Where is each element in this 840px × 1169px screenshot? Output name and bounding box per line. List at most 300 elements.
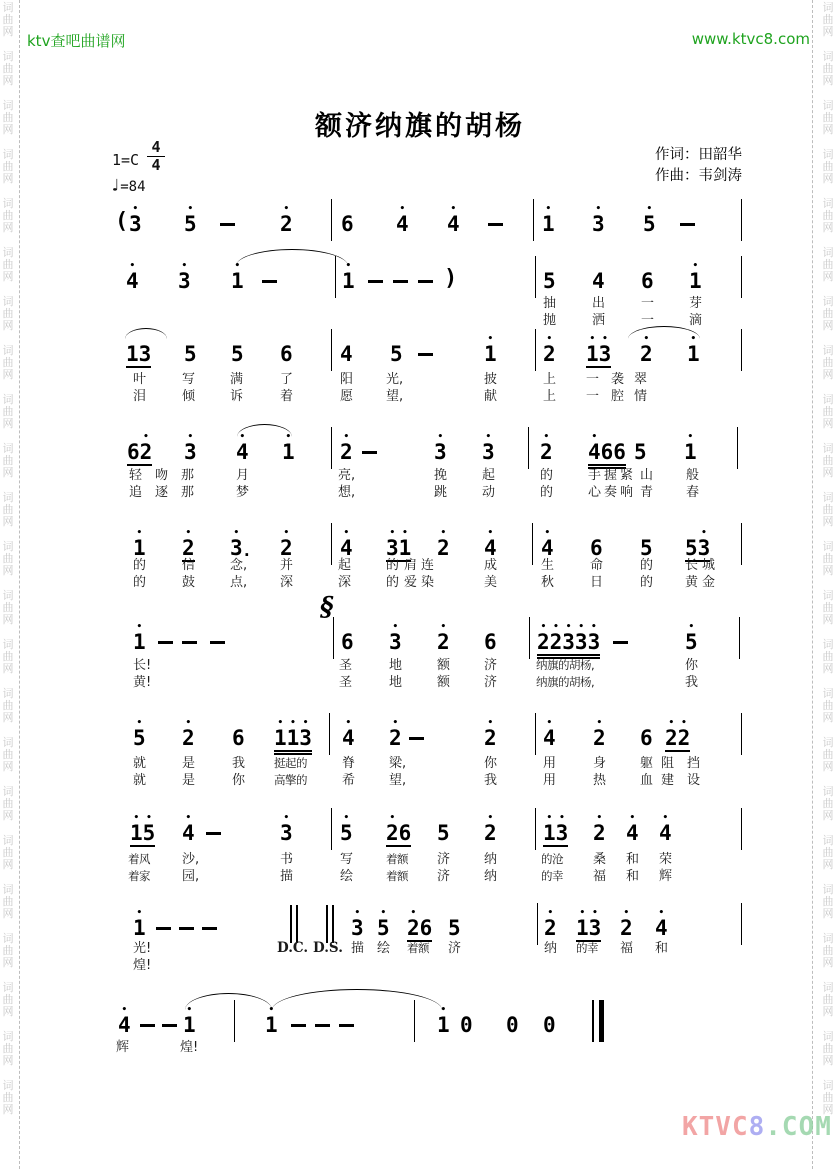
lyric-text: 连 <box>421 558 435 573</box>
octave-dots: • <box>595 204 602 214</box>
lyric-text: 心 <box>588 485 602 500</box>
lyric-text: 梁, <box>389 756 407 771</box>
note-token <box>592 263 605 292</box>
edge-watermark-group: 词 曲 网 <box>822 393 834 430</box>
note-token <box>634 434 647 463</box>
edge-watermark-group: 词 曲 网 <box>2 491 14 528</box>
note-number: 62 <box>127 440 153 464</box>
edge-watermark-right <box>821 2 835 1129</box>
note-number: 2 <box>593 726 606 750</box>
lyric-text: 和 <box>655 941 669 956</box>
note-number: 4 <box>659 821 672 845</box>
note-token <box>230 528 252 564</box>
lyric-text: 绘 <box>340 869 354 884</box>
lyric-text: 和 <box>626 852 640 867</box>
lyric-text: 青 <box>640 485 654 500</box>
time-signature-top: 4 <box>147 139 165 157</box>
note-number: 13 <box>543 821 569 845</box>
note-token <box>280 206 293 235</box>
double-barline <box>290 905 298 943</box>
note-token <box>126 263 139 292</box>
note-number: 1 <box>183 1013 196 1037</box>
lyric-text: 信 <box>182 558 196 573</box>
octave-dots: • <box>440 622 447 632</box>
lyric-text: 望, <box>389 773 407 788</box>
lyric-text: 光, <box>386 372 404 387</box>
note-number: 2 <box>437 536 450 560</box>
edge-watermark-group: 词 曲 网 <box>2 295 14 332</box>
octave-dots: • • • <box>277 718 309 728</box>
lyric-text: 念, <box>230 558 248 573</box>
note-token <box>407 910 432 942</box>
note-number: 2 <box>182 726 195 750</box>
note-token <box>133 624 146 653</box>
lyric-text: 金 <box>702 575 716 590</box>
note-token <box>342 263 355 292</box>
barline <box>329 713 330 755</box>
lyric-text: 沙, <box>182 852 200 867</box>
lyric-text: 脊 <box>342 756 356 771</box>
note-token <box>340 434 353 463</box>
edge-watermark-group: 词 曲 网 <box>822 932 834 969</box>
lyric-text: 纳 <box>484 869 498 884</box>
lyric-text: 握 <box>604 468 618 483</box>
lyric-text: 着家 <box>128 869 150 883</box>
note-token <box>437 1007 450 1036</box>
edge-watermark-group: 词 曲 网 <box>822 981 834 1018</box>
duration-dash <box>409 737 424 740</box>
note-token <box>484 624 497 653</box>
lyric-text: 紧 <box>620 468 634 483</box>
lyric-text: 抽 <box>543 296 557 311</box>
octave-dots: • <box>623 908 630 918</box>
lyric-text: 的幸 <box>576 941 598 955</box>
lyric-text: 洒 <box>592 313 606 328</box>
note-number: 22 <box>665 726 691 750</box>
site-name-link[interactable]: ktv查吧曲谱网 <box>27 32 126 50</box>
lyric-text: 纳 <box>484 852 498 867</box>
note-token <box>640 336 653 365</box>
octave-dots: • <box>662 813 669 823</box>
note-number: 4 <box>182 821 195 845</box>
edge-watermark-group: 词 曲 网 <box>2 932 14 969</box>
tempo-marking <box>110 176 146 196</box>
lyric-text: 的 <box>133 575 147 590</box>
lyric-text: 的沧 <box>541 852 563 866</box>
note-number: 6 <box>341 212 354 236</box>
note-token <box>437 530 450 559</box>
lyric-text: 美 <box>484 575 498 590</box>
note-number: 1 <box>437 1013 450 1037</box>
note-number: 0 <box>506 1013 519 1037</box>
note-token <box>396 206 409 235</box>
lyric-text: 和 <box>626 869 640 884</box>
note-token <box>280 530 293 559</box>
lyric-text: 鼓 <box>182 575 196 590</box>
barline <box>528 427 529 469</box>
note-token <box>640 720 653 749</box>
lyric-text: 望, <box>386 389 404 404</box>
note-token <box>588 434 626 469</box>
footer-watermark-segment: .COM <box>765 1112 832 1142</box>
note-number: 4 <box>484 536 497 560</box>
lyric-text: 写 <box>340 852 354 867</box>
edge-watermark-group: 词 曲 网 <box>2 1 14 38</box>
lyric-text: 血 <box>640 773 654 788</box>
note-number: 2 <box>484 821 497 845</box>
octave-dots: • <box>485 432 492 442</box>
octave-dots: • <box>596 813 603 823</box>
edge-watermark-group: 词 曲 网 <box>822 883 834 920</box>
lyric-text: 挽 <box>434 468 448 483</box>
note-number: 2 <box>540 440 553 464</box>
octave-dots: • <box>186 1005 193 1015</box>
octave-dots: • <box>285 432 292 442</box>
note-number: 6 <box>341 630 354 654</box>
duration-dash <box>488 223 503 226</box>
note-token <box>655 910 668 939</box>
edge-watermark-group: 词 曲 网 <box>2 736 14 773</box>
lyric-text: 着额 <box>407 941 429 955</box>
note-number: 5 <box>437 821 450 845</box>
lyric-text: 那 <box>181 468 195 483</box>
lyric-text: 着风 <box>128 852 150 866</box>
footer-watermark-segment: 8 <box>748 1112 766 1142</box>
octave-dots: • <box>136 622 143 632</box>
lyric-text: 书 <box>280 852 294 867</box>
lyric-text: 着 <box>280 389 294 404</box>
lyric-text: 跳 <box>434 485 448 500</box>
note-number: 2 <box>280 212 293 236</box>
note-token <box>543 263 556 292</box>
lyric-text: 辉 <box>116 1040 130 1055</box>
note-number: 2 <box>620 916 633 940</box>
note-number: 4 <box>592 269 605 293</box>
edge-watermark-group: 词 曲 网 <box>2 687 14 724</box>
octave-dots: • <box>283 204 290 214</box>
note-number: 1 <box>342 269 355 293</box>
augmentation-dot: · <box>242 545 252 564</box>
lyric-text: 的 <box>540 468 554 483</box>
slur-arc <box>125 328 167 339</box>
octave-dots: • <box>268 1005 275 1015</box>
barline <box>535 256 536 298</box>
octave-dots: • <box>399 204 406 214</box>
duration-dash <box>680 223 695 226</box>
lyric-text: 阻 <box>661 756 675 771</box>
lyric-text: 额 <box>437 675 451 690</box>
lyric-text: 手 <box>588 468 602 483</box>
edge-watermark-group: 词 曲 网 <box>2 442 14 479</box>
octave-dots: • <box>345 261 352 271</box>
octave-dots: • <box>132 204 139 214</box>
octave-dots: • <box>487 813 494 823</box>
barline <box>331 329 332 371</box>
lyric-text: 纳旗的胡杨, <box>536 658 595 672</box>
key-signature: 1=C <box>112 151 140 169</box>
note-token <box>386 815 411 847</box>
note-token <box>643 206 656 235</box>
octave-dots: • <box>687 432 694 442</box>
octave-dots: • <box>136 528 143 538</box>
note-token <box>184 206 197 235</box>
note-token <box>593 815 606 844</box>
note-number: 3 <box>434 440 447 464</box>
note-number: 5 <box>231 342 244 366</box>
lyric-text: 福 <box>593 869 607 884</box>
page-border-left <box>19 0 20 1169</box>
lyric-text: 成 <box>484 558 498 573</box>
note-number: 4 <box>236 440 249 464</box>
note-token <box>130 815 155 847</box>
edge-watermark-group: 词 曲 网 <box>822 295 834 332</box>
note-token <box>389 624 402 653</box>
note-token <box>133 720 146 749</box>
lyric-text: 般 <box>686 468 700 483</box>
note-number: 1 <box>484 342 497 366</box>
lyric-text: 黄 <box>685 575 699 590</box>
lyric-text: 荣 <box>659 852 673 867</box>
lyric-text: 绘 <box>377 941 391 956</box>
lyric-text: 泪 <box>133 389 147 404</box>
barline <box>741 329 742 371</box>
slur-arc <box>237 424 292 437</box>
lyric-text: 月 <box>236 468 250 483</box>
note-number: 26 <box>407 916 433 940</box>
quarter-note-icon: ♩ <box>110 176 121 196</box>
note-number: 1 <box>133 630 146 654</box>
note-number: 2 <box>389 726 402 750</box>
octave-dots: • • <box>546 813 565 823</box>
note-token <box>389 720 402 749</box>
lyric-text: 追 <box>129 485 143 500</box>
note-token <box>437 815 450 844</box>
note-number: 2 <box>280 536 293 560</box>
octave-dots: • <box>487 718 494 728</box>
note-token <box>377 910 390 939</box>
octave-dots: • <box>392 622 399 632</box>
note-number: 1 <box>282 440 295 464</box>
note-token <box>543 1007 556 1036</box>
lyric-text: 希 <box>342 773 356 788</box>
lyric-text: 用 <box>543 773 557 788</box>
lyric-text: 披 <box>484 372 498 387</box>
octave-dots: • • <box>589 334 608 344</box>
note-token <box>641 263 654 292</box>
edge-watermark-left <box>1 2 15 1129</box>
note-number: 5 <box>133 726 146 750</box>
note-number: 4 <box>541 536 554 560</box>
lyric-text: 我 <box>685 675 699 690</box>
note-number: 6 <box>641 269 654 293</box>
note-number: 3 <box>482 440 495 464</box>
barline <box>532 523 533 565</box>
note-token <box>340 336 353 365</box>
octave-dots: • <box>343 432 350 442</box>
note-number: 4 <box>126 269 139 293</box>
note-token <box>184 336 197 365</box>
note-token <box>448 910 461 939</box>
lyric-text: 额 <box>437 658 451 673</box>
note-number: 466 <box>588 441 626 469</box>
edge-watermark-group: 词 曲 网 <box>822 197 834 234</box>
lyric-text: 描 <box>351 941 365 956</box>
octave-dots: • <box>129 261 136 271</box>
note-token <box>434 434 447 463</box>
lyric-text: 你 <box>685 658 699 673</box>
note-number: 2 <box>544 916 557 940</box>
duration-dash <box>156 927 171 930</box>
octave-dots: • <box>596 718 603 728</box>
octave-dots: • <box>410 908 417 918</box>
duration-dash <box>262 280 277 283</box>
edge-watermark-group: 词 曲 网 <box>822 785 834 822</box>
note-number: 6 <box>280 342 293 366</box>
lyric-text: 我 <box>484 773 498 788</box>
edge-watermark-group: 词 曲 网 <box>822 491 834 528</box>
note-number: 1 <box>542 212 555 236</box>
lyric-text: 的 <box>540 485 554 500</box>
edge-watermark-group: 词 曲 网 <box>822 148 834 185</box>
note-token <box>133 530 146 559</box>
lyric-text: 的 <box>640 575 654 590</box>
note-token <box>543 815 568 847</box>
edge-watermark-group: 词 曲 网 <box>2 834 14 871</box>
lyric-text: 济 <box>448 941 462 956</box>
lyric-text: 山 <box>640 468 654 483</box>
octave-dots: • <box>389 813 396 823</box>
octave-dots: • <box>437 432 444 442</box>
octave-dots: • <box>181 261 188 271</box>
lyric-text: 着额 <box>386 869 408 883</box>
lyric-text: 阳 <box>340 372 354 387</box>
duration-dash <box>315 1024 330 1027</box>
lyric-text: 建 <box>661 773 675 788</box>
note-number: 2 <box>543 342 556 366</box>
note-token <box>182 815 195 844</box>
lyricist-credit: 作词：田韶华 <box>655 147 742 163</box>
octave-dots: • <box>283 528 290 538</box>
barline <box>331 523 332 565</box>
note-token <box>543 336 556 365</box>
lyric-text: 日 <box>590 575 604 590</box>
note-number: 3 <box>184 440 197 464</box>
octave-dots: • <box>121 1005 128 1015</box>
octave-dots: • <box>343 528 350 538</box>
lyric-text: 秋 <box>541 575 555 590</box>
note-number: 31 <box>386 536 412 560</box>
lyric-text: 生 <box>541 558 555 573</box>
note-number: 15 <box>130 821 156 845</box>
edge-watermark-group: 词 曲 网 <box>822 1079 834 1116</box>
lyric-text: 春 <box>686 485 700 500</box>
edge-watermark-group: 词 曲 网 <box>822 589 834 626</box>
footer-watermark-segment: KTVC <box>682 1112 749 1142</box>
note-token <box>543 720 556 749</box>
note-number: 3 <box>178 269 191 293</box>
note-number: 6 <box>590 536 603 560</box>
duration-dash <box>339 1024 354 1027</box>
note-token <box>593 720 606 749</box>
lyric-text: 一 <box>641 296 655 311</box>
edge-watermark-group: 词 曲 网 <box>2 393 14 430</box>
note-number: 5 <box>377 916 390 940</box>
note-token <box>537 624 600 659</box>
duration-dash <box>291 1024 306 1027</box>
note-token <box>280 815 293 844</box>
octave-dots: • <box>543 432 550 442</box>
note-number: 6 <box>484 630 497 654</box>
duration-dash <box>206 832 221 835</box>
note-number: 5 <box>448 916 461 940</box>
note-token <box>689 263 702 292</box>
octave-dots: • <box>187 432 194 442</box>
edge-watermark-group: 词 曲 网 <box>2 883 14 920</box>
lyric-text: 热 <box>593 773 607 788</box>
slur-arc <box>236 249 348 266</box>
duration-dash <box>158 641 173 644</box>
lyric-text: 济 <box>484 675 498 690</box>
note-token <box>282 434 295 463</box>
duration-dash <box>182 641 197 644</box>
octave-dots: • <box>143 432 149 442</box>
lyric-text: 袭 <box>611 372 625 387</box>
note-number: 2 <box>182 536 195 560</box>
note-token <box>687 336 700 365</box>
note-token <box>586 336 611 368</box>
note-token <box>341 206 354 235</box>
note-token <box>620 910 633 939</box>
octave-dots: • <box>354 908 361 918</box>
lyric-text: 你 <box>484 756 498 771</box>
edge-watermark-group: 词 曲 网 <box>2 540 14 577</box>
barline <box>535 808 536 850</box>
edge-watermark-group: 词 曲 网 <box>2 1030 14 1067</box>
lyric-text: 用 <box>543 756 557 771</box>
note-number: 1 <box>265 1013 278 1037</box>
lyric-text: 地 <box>389 675 403 690</box>
lyric-text: 逐 <box>155 485 169 500</box>
lyric-text: 芽 <box>689 296 703 311</box>
lyric-text: 是 <box>182 773 196 788</box>
octave-dots: • • <box>579 908 598 918</box>
song-title: 额济纳旗的胡杨 <box>315 111 525 142</box>
barline <box>535 329 536 371</box>
lyric-text: 肩 <box>404 558 418 573</box>
lyric-text: 点, <box>230 575 248 590</box>
note-token <box>590 530 603 559</box>
lyric-text: 写 <box>182 372 196 387</box>
lyric-text: 上 <box>543 389 557 404</box>
octave-dots: • <box>629 813 636 823</box>
lyric-text: 情 <box>634 389 648 404</box>
octave-dots: • <box>546 718 553 728</box>
note-token <box>118 1007 131 1036</box>
edge-watermark-group: 词 曲 网 <box>822 540 834 577</box>
barline <box>741 256 742 298</box>
duration-dash <box>162 1024 177 1027</box>
note-token <box>178 263 191 292</box>
lyric-text: 长 <box>685 558 699 573</box>
note-token <box>390 336 403 365</box>
lyric-text: 纳 <box>544 941 558 956</box>
note-number: 0 <box>543 1013 556 1037</box>
note-token <box>341 624 354 653</box>
site-url-link[interactable]: www.ktvc8.com <box>691 30 810 48</box>
double-barline <box>326 905 334 943</box>
note-number: 4 <box>342 726 355 750</box>
lyric-text: 我 <box>232 756 246 771</box>
